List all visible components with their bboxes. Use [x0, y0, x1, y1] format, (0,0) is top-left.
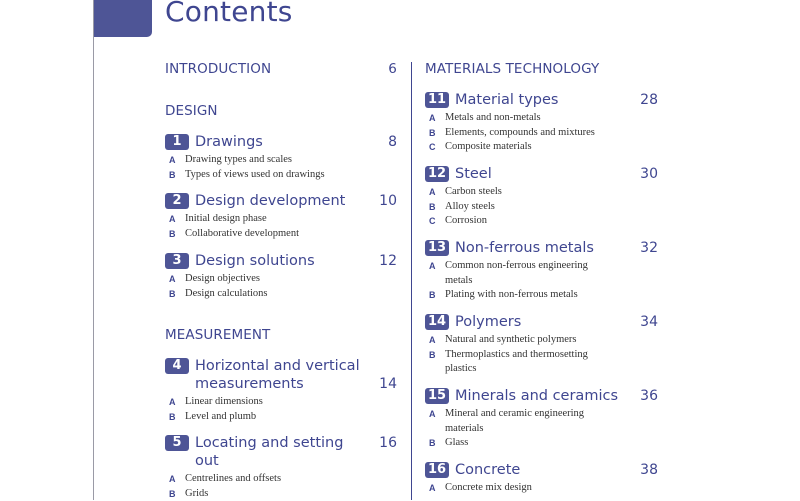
page-number: 36	[640, 387, 658, 405]
section-heading-materials-technology: MATERIALS TECHNOLOGY	[425, 61, 658, 77]
subsection-item: B Plating with non-ferrous metals	[425, 288, 618, 303]
chapter-title: Minerals and ceramics	[455, 387, 628, 405]
chapter-title-line-1: Horizontal and vertical	[195, 357, 367, 375]
chapter-title: Locating and setting out	[195, 434, 367, 470]
page-number: 16	[379, 434, 397, 452]
page-title: Contents	[165, 0, 293, 28]
subsection-item: A Metals and non-metals	[425, 111, 618, 126]
chapter-title: Concrete	[455, 461, 628, 479]
toc-entry-chapter-16[interactable]	[425, 461, 658, 496]
chapter-title: Design solutions	[195, 252, 367, 270]
toc-entry-chapter-4[interactable]	[165, 357, 397, 424]
subsection-item: B Grids	[165, 487, 357, 501]
subsection-item: A Carbon steels	[425, 185, 618, 200]
subsection-item: A Drawing types and scales	[165, 153, 357, 168]
subsection-item: B Elements, compounds and mixtures	[425, 126, 618, 141]
toc-entry-chapter-5[interactable]	[165, 434, 397, 501]
subsection-item: A Natural and synthetic polymers	[425, 333, 618, 348]
toc-entry-chapter-11[interactable]	[425, 91, 658, 155]
subsection-item: B Alloy steels	[425, 200, 618, 215]
subsection-item: B Level and plumb	[165, 410, 357, 425]
page-number: 12	[379, 252, 397, 270]
chapter-title-line-2: measurements	[195, 375, 367, 393]
subsection-item: C Corrosion	[425, 214, 618, 229]
page-number: 30	[640, 165, 658, 183]
section-heading-design: DESIGN	[165, 103, 397, 119]
chapter-number-badge: 11	[425, 92, 449, 108]
subsection-item: B Thermoplastics and thermosetting plastics	[425, 348, 618, 377]
chapter-number-badge: 12	[425, 166, 449, 182]
toc-entry-introduction[interactable]	[165, 61, 397, 77]
subsection-item: A Common non-ferrous engineering metals	[425, 259, 598, 288]
chapter-number-badge: 3	[165, 253, 189, 269]
page-number: 6	[388, 61, 397, 77]
subsection-item: A Centrelines and offsets	[165, 472, 357, 487]
chapter-title: Design development	[195, 192, 367, 210]
toc-entry-chapter-12[interactable]	[425, 165, 658, 229]
toc-entry-chapter-1[interactable]	[165, 133, 397, 182]
column-divider	[411, 62, 412, 500]
page-number: 10	[379, 192, 397, 210]
subsection-item: A Linear dimensions	[165, 395, 357, 410]
page-number: 28	[640, 91, 658, 109]
toc-entry-chapter-3[interactable]	[165, 252, 397, 301]
chapter-number-badge: 16	[425, 462, 449, 478]
toc-entry-chapter-14[interactable]	[425, 313, 658, 377]
subsection-item: A Concrete mix design	[425, 481, 618, 496]
chapter-number-badge: 15	[425, 388, 449, 404]
section-title: INTRODUCTION	[165, 61, 271, 77]
chapter-title: Material types	[455, 91, 628, 109]
chapter-number-badge: 13	[425, 240, 449, 256]
toc-entry-chapter-2[interactable]	[165, 192, 397, 241]
page-edge	[93, 0, 94, 500]
chapter-number-badge: 5	[165, 435, 189, 451]
subsection-item: A Mineral and ceramic engineering materials	[425, 407, 598, 436]
chapter-title: Steel	[455, 165, 628, 183]
subsection-item: B Design calculations	[165, 287, 357, 302]
chapter-title: Drawings	[195, 133, 367, 151]
subsection-item: C Composite materials	[425, 140, 618, 155]
page-number: 32	[640, 239, 658, 257]
subsection-item: B Types of views used on drawings	[165, 168, 357, 183]
chapter-number-badge: 4	[165, 358, 189, 374]
subsection-item: B Glass	[425, 436, 618, 451]
subsection-item: A Design objectives	[165, 272, 357, 287]
subsection-item: B Collaborative development	[165, 227, 357, 242]
chapter-number-badge: 2	[165, 193, 189, 209]
chapter-number-badge: 1	[165, 134, 189, 150]
chapter-title: Non-ferrous metals	[455, 239, 628, 257]
chapter-title: Polymers	[455, 313, 628, 331]
toc-entry-chapter-15[interactable]	[425, 387, 658, 451]
page-number: 14	[379, 375, 397, 393]
title-tab	[94, 0, 152, 37]
section-heading-measurement: MEASUREMENT	[165, 327, 397, 343]
page-number: 38	[640, 461, 658, 479]
chapter-number-badge: 14	[425, 314, 449, 330]
page-number: 34	[640, 313, 658, 331]
subsection-item: A Initial design phase	[165, 212, 357, 227]
toc-entry-chapter-13[interactable]	[425, 239, 658, 303]
page-number: 8	[388, 133, 397, 151]
